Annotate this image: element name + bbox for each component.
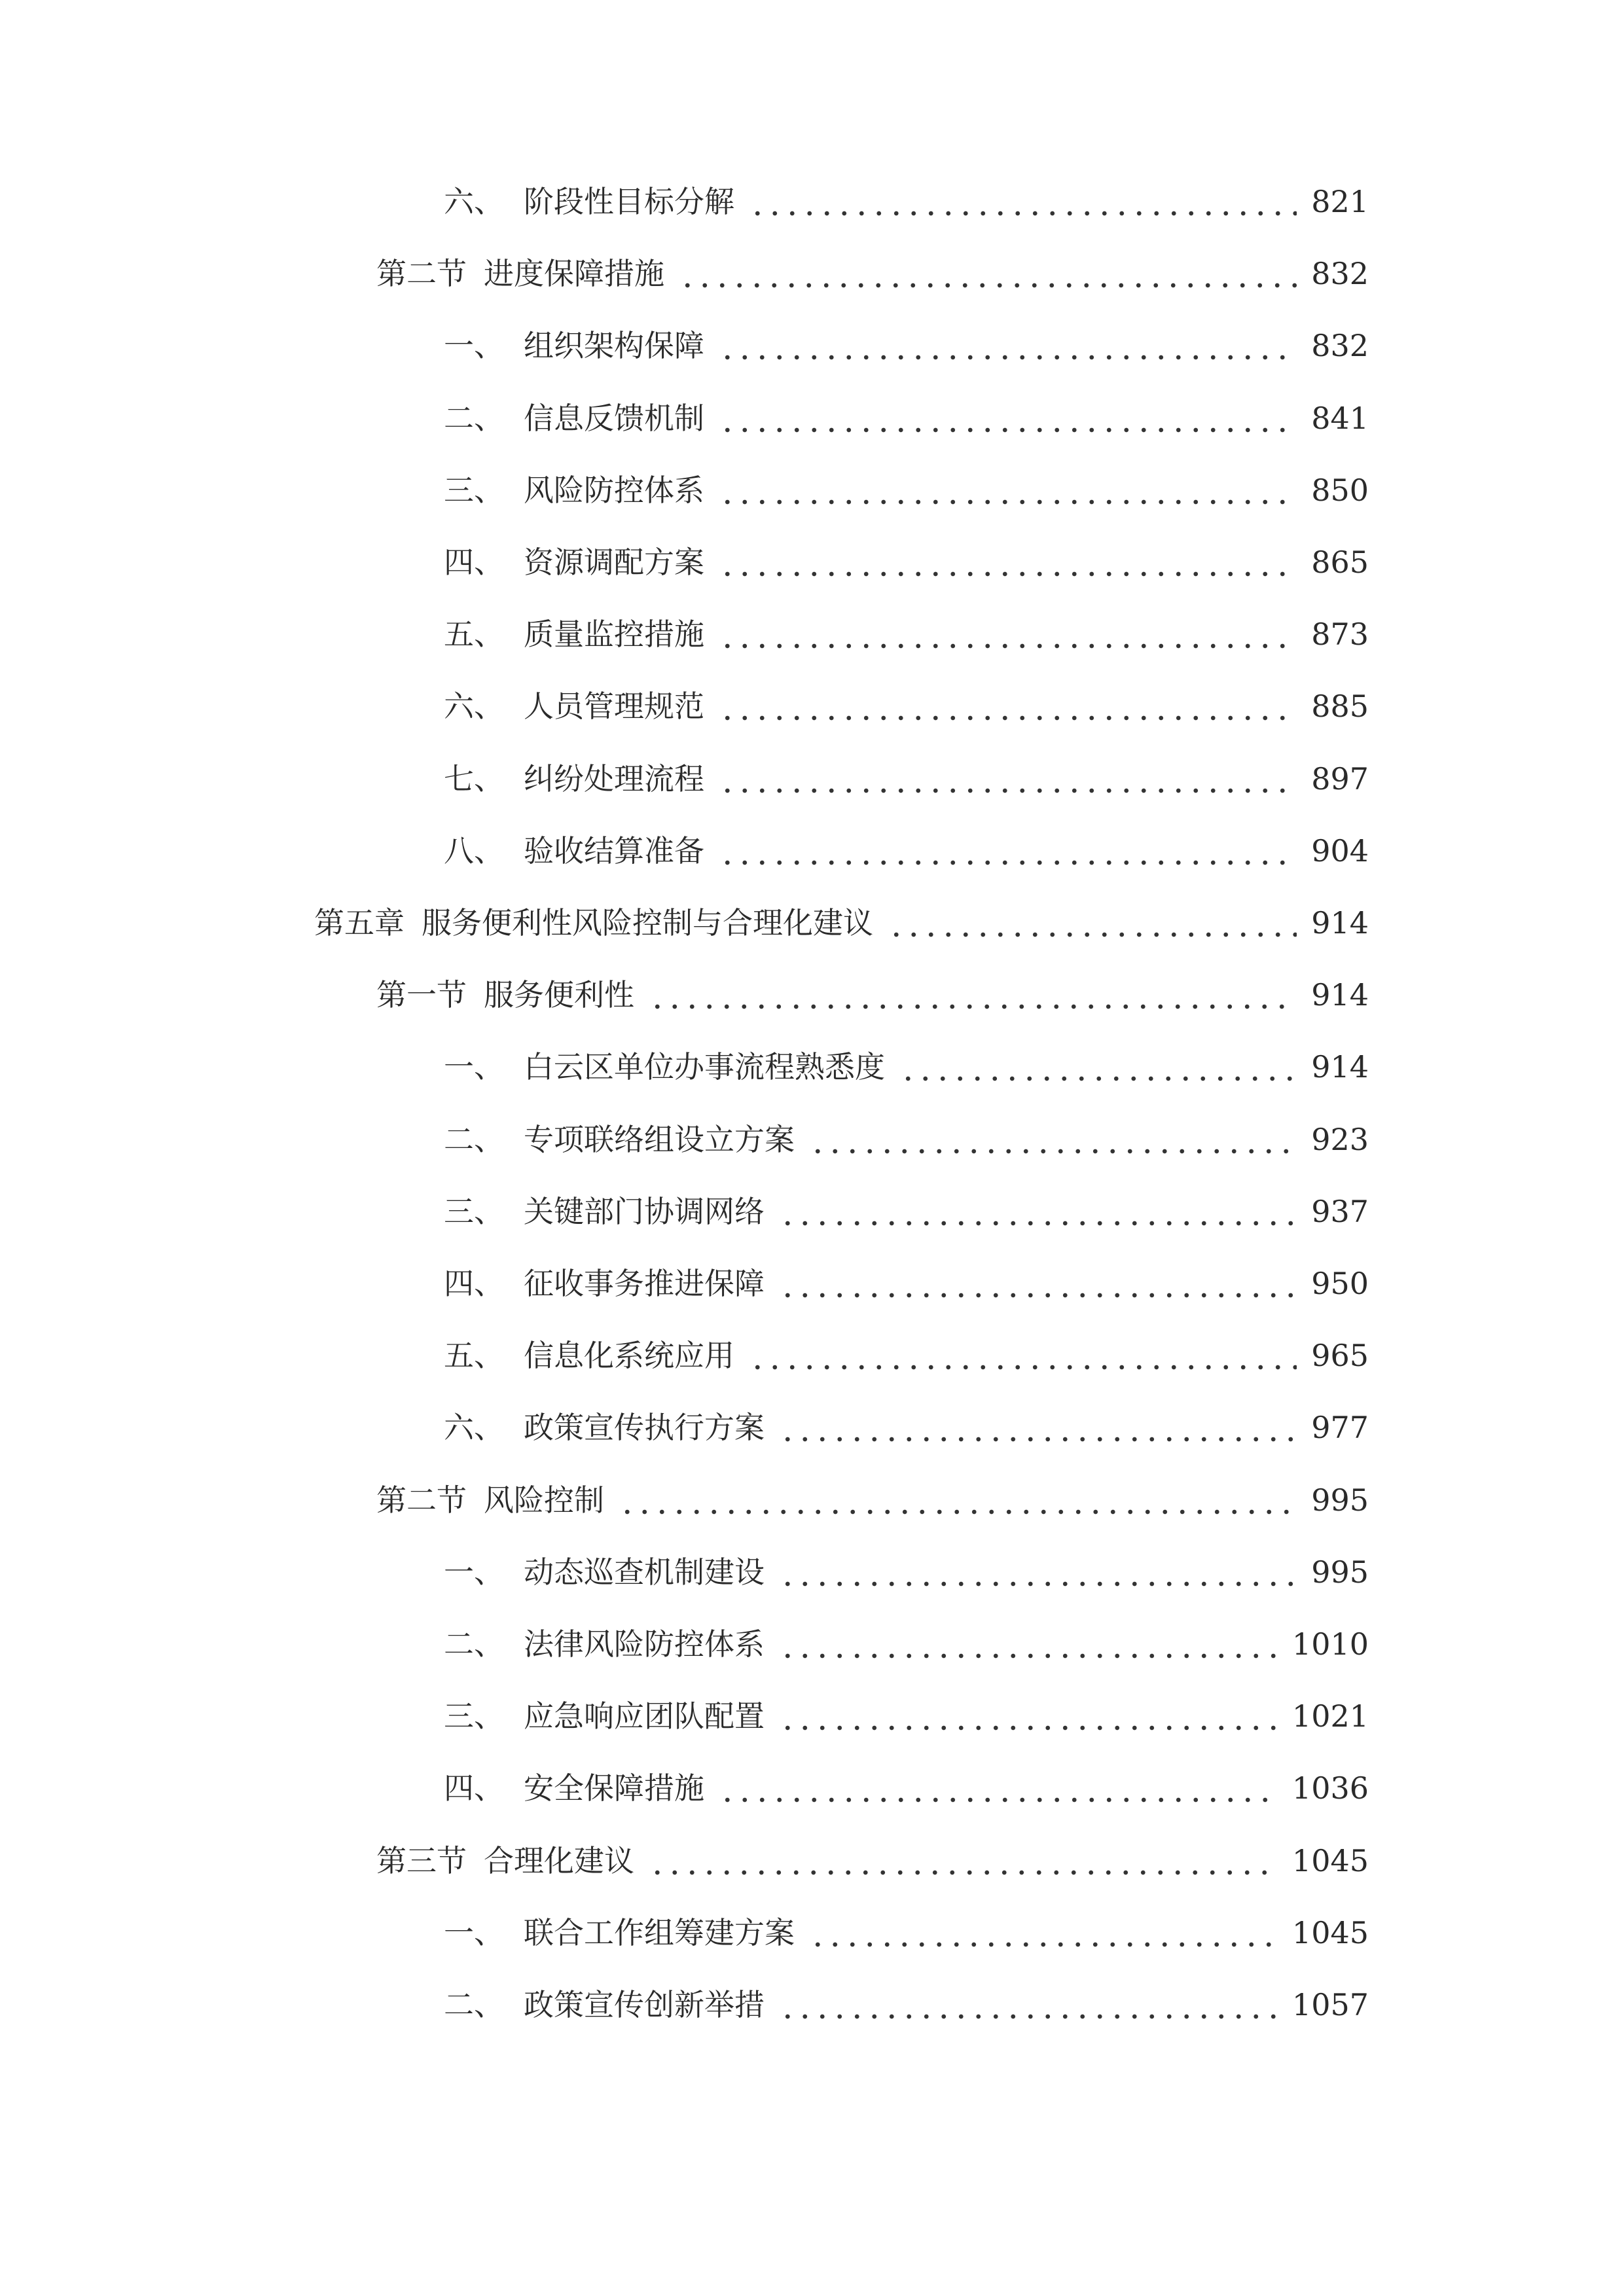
toc-entry-page-number: 950 bbox=[1311, 1266, 1369, 1301]
dot-leader bbox=[719, 680, 1297, 732]
toc-entry-page-number: 914 bbox=[1311, 1049, 1369, 1085]
toc-entry-number: 一、 bbox=[444, 328, 504, 364]
toc-entry-title: 信息反馈机制 bbox=[524, 400, 704, 436]
toc-entry-number: 第一节 bbox=[376, 977, 467, 1013]
toc-entry[interactable] bbox=[444, 1113, 1369, 1166]
toc-entry-title: 验收结算准备 bbox=[524, 833, 704, 869]
dot-leader bbox=[779, 1546, 1297, 1598]
dot-leader bbox=[649, 969, 1297, 1021]
toc-entry-number: 一、 bbox=[444, 1049, 504, 1085]
toc-entry-number: 五、 bbox=[444, 617, 504, 653]
toc-entry[interactable] bbox=[444, 319, 1369, 372]
toc-entry-title: 联合工作组筹建方案 bbox=[524, 1914, 795, 1950]
toc-entry[interactable] bbox=[444, 825, 1369, 877]
toc-entry-number: 二、 bbox=[444, 1121, 504, 1157]
dot-leader bbox=[809, 1113, 1297, 1166]
toc-entry[interactable] bbox=[444, 1618, 1369, 1670]
toc-entry-page-number: 832 bbox=[1311, 328, 1369, 364]
dot-leader bbox=[719, 753, 1297, 805]
toc-entry-number: 二、 bbox=[444, 1987, 504, 2022]
toc-entry-title: 安全保障措施 bbox=[524, 1770, 704, 1806]
toc-entry[interactable] bbox=[444, 608, 1369, 660]
toc-entry-number: 第五章 bbox=[314, 905, 405, 941]
toc-entry-number: 四、 bbox=[444, 1770, 504, 1806]
toc-entry-title: 进度保障措施 bbox=[484, 256, 664, 292]
dot-leader bbox=[719, 608, 1297, 660]
toc-entry[interactable] bbox=[376, 1835, 1369, 1887]
toc-entry-title: 合理化建议 bbox=[484, 1842, 634, 1878]
toc-entry-page-number: 937 bbox=[1311, 1193, 1369, 1229]
toc-entry-title: 政策宣传执行方案 bbox=[524, 1410, 765, 1446]
toc-entry-number: 五、 bbox=[444, 1338, 504, 1374]
toc-entry-page-number: 873 bbox=[1311, 617, 1369, 653]
toc-entry-page-number: 995 bbox=[1311, 1482, 1369, 1518]
toc-entry-number: 第二节 bbox=[376, 256, 467, 292]
toc-entry-title: 阶段性目标分解 bbox=[524, 184, 734, 219]
toc-entry-page-number: 1057 bbox=[1291, 1987, 1369, 2022]
toc-entry-title: 专项联络组设立方案 bbox=[524, 1121, 795, 1157]
toc-entry-page-number: 832 bbox=[1311, 256, 1369, 292]
toc-entry-page-number: 1045 bbox=[1291, 1914, 1369, 1950]
toc-entry-page-number: 995 bbox=[1311, 1554, 1369, 1590]
toc-entry-title: 风险控制 bbox=[484, 1482, 604, 1518]
toc-entry-number: 三、 bbox=[444, 472, 504, 508]
toc-entry-title: 服务便利性风险控制与合理化建议 bbox=[422, 905, 873, 941]
dot-leader bbox=[719, 1762, 1278, 1814]
toc-entry-title: 风险防控体系 bbox=[524, 472, 704, 508]
toc-entry-title: 服务便利性 bbox=[484, 977, 634, 1013]
toc-entry-page-number: 977 bbox=[1311, 1410, 1369, 1446]
dot-leader bbox=[749, 1329, 1297, 1382]
toc-entry[interactable] bbox=[444, 680, 1369, 732]
dot-leader bbox=[779, 1185, 1297, 1238]
toc-entry[interactable] bbox=[444, 1546, 1369, 1598]
toc-entry-number: 三、 bbox=[444, 1193, 504, 1229]
toc-entry-number: 六、 bbox=[444, 1410, 504, 1446]
toc-entry-page-number: 965 bbox=[1311, 1338, 1369, 1374]
toc-entry[interactable] bbox=[444, 1329, 1369, 1382]
toc-entry[interactable] bbox=[444, 1041, 1369, 1093]
toc-entry-page-number: 897 bbox=[1311, 761, 1369, 797]
toc-entry-page-number: 1010 bbox=[1291, 1626, 1369, 1662]
toc-entry-title: 白云区单位办事流程熟悉度 bbox=[524, 1049, 885, 1085]
toc-entry[interactable] bbox=[376, 969, 1369, 1021]
toc-entry-page-number: 1045 bbox=[1291, 1842, 1369, 1878]
toc-entry-page-number: 850 bbox=[1311, 472, 1369, 508]
toc-entry-page-number: 923 bbox=[1311, 1121, 1369, 1157]
toc-entry-title: 应急响应团队配置 bbox=[524, 1698, 765, 1734]
toc-entry-number: 第二节 bbox=[376, 1482, 467, 1518]
dot-leader bbox=[779, 1401, 1297, 1454]
dot-leader bbox=[619, 1474, 1297, 1526]
dot-leader bbox=[779, 1257, 1297, 1310]
toc-entry-title: 纠纷处理流程 bbox=[524, 761, 704, 797]
toc-entry-page-number: 821 bbox=[1311, 184, 1369, 219]
dot-leader bbox=[779, 1618, 1278, 1670]
dot-leader bbox=[719, 825, 1297, 877]
toc-entry-number: 一、 bbox=[444, 1914, 504, 1950]
toc-entry-title: 政策宣传创新举措 bbox=[524, 1987, 765, 2022]
toc-entry[interactable] bbox=[376, 1474, 1369, 1526]
dot-leader bbox=[679, 247, 1297, 300]
dot-leader bbox=[749, 175, 1297, 228]
toc-entry-number: 二、 bbox=[444, 400, 504, 436]
toc-entry-page-number: 914 bbox=[1311, 905, 1369, 941]
dot-leader bbox=[719, 536, 1297, 588]
toc-entry[interactable] bbox=[444, 175, 1369, 228]
toc-entry-number: 一、 bbox=[444, 1554, 504, 1590]
toc-entry[interactable] bbox=[444, 536, 1369, 588]
toc-entry[interactable] bbox=[444, 1257, 1369, 1310]
toc-entry-number: 四、 bbox=[444, 545, 504, 580]
dot-leader bbox=[719, 392, 1297, 444]
dot-leader bbox=[888, 897, 1297, 949]
toc-entry-number: 七、 bbox=[444, 761, 504, 797]
toc-entry[interactable] bbox=[444, 464, 1369, 516]
toc-entry-page-number: 914 bbox=[1311, 977, 1369, 1013]
dot-leader bbox=[719, 464, 1297, 516]
toc-entry-number: 三、 bbox=[444, 1698, 504, 1734]
dot-leader bbox=[719, 319, 1297, 372]
toc-entry[interactable] bbox=[444, 1401, 1369, 1454]
toc-entry-page-number: 885 bbox=[1311, 689, 1369, 725]
toc-entry[interactable] bbox=[444, 753, 1369, 805]
toc-entry-number: 四、 bbox=[444, 1266, 504, 1301]
toc-entry-title: 信息化系统应用 bbox=[524, 1338, 734, 1374]
dot-leader bbox=[899, 1041, 1297, 1093]
dot-leader bbox=[779, 1690, 1278, 1742]
dot-leader bbox=[649, 1835, 1278, 1887]
toc-entry-page-number: 1036 bbox=[1291, 1770, 1369, 1806]
toc-entry-number: 六、 bbox=[444, 184, 504, 219]
toc-entry-page-number: 904 bbox=[1311, 833, 1369, 869]
toc-entry[interactable] bbox=[444, 1979, 1369, 2031]
dot-leader bbox=[809, 1907, 1278, 1959]
toc-entry-number: 八、 bbox=[444, 833, 504, 869]
toc-entry-title: 组织架构保障 bbox=[524, 328, 704, 364]
toc-entry-title: 资源调配方案 bbox=[524, 545, 704, 580]
toc-entry[interactable] bbox=[444, 1907, 1369, 1959]
toc-entry[interactable] bbox=[444, 1185, 1369, 1238]
toc-entry-number: 二、 bbox=[444, 1626, 504, 1662]
toc-entry-title: 质量监控措施 bbox=[524, 617, 704, 653]
toc-entry-number: 六、 bbox=[444, 689, 504, 725]
toc-entry[interactable] bbox=[376, 247, 1369, 300]
toc-entry[interactable] bbox=[444, 1690, 1369, 1742]
toc-entry-title: 动态巡查机制建设 bbox=[524, 1554, 765, 1590]
toc-entry[interactable] bbox=[444, 1762, 1369, 1814]
toc-entry[interactable] bbox=[444, 392, 1369, 444]
toc-entry-title: 关键部门协调网络 bbox=[524, 1193, 765, 1229]
toc-entry[interactable] bbox=[314, 897, 1369, 949]
toc-entry-page-number: 841 bbox=[1311, 400, 1369, 436]
toc-entry-title: 人员管理规范 bbox=[524, 689, 704, 725]
toc-entry-number: 第三节 bbox=[376, 1842, 467, 1878]
dot-leader bbox=[779, 1979, 1278, 2031]
toc-entry-page-number: 1021 bbox=[1291, 1698, 1369, 1734]
toc-entry-title: 法律风险防控体系 bbox=[524, 1626, 765, 1662]
toc-entry-title: 征收事务推进保障 bbox=[524, 1266, 765, 1301]
toc-entry-page-number: 865 bbox=[1311, 545, 1369, 580]
